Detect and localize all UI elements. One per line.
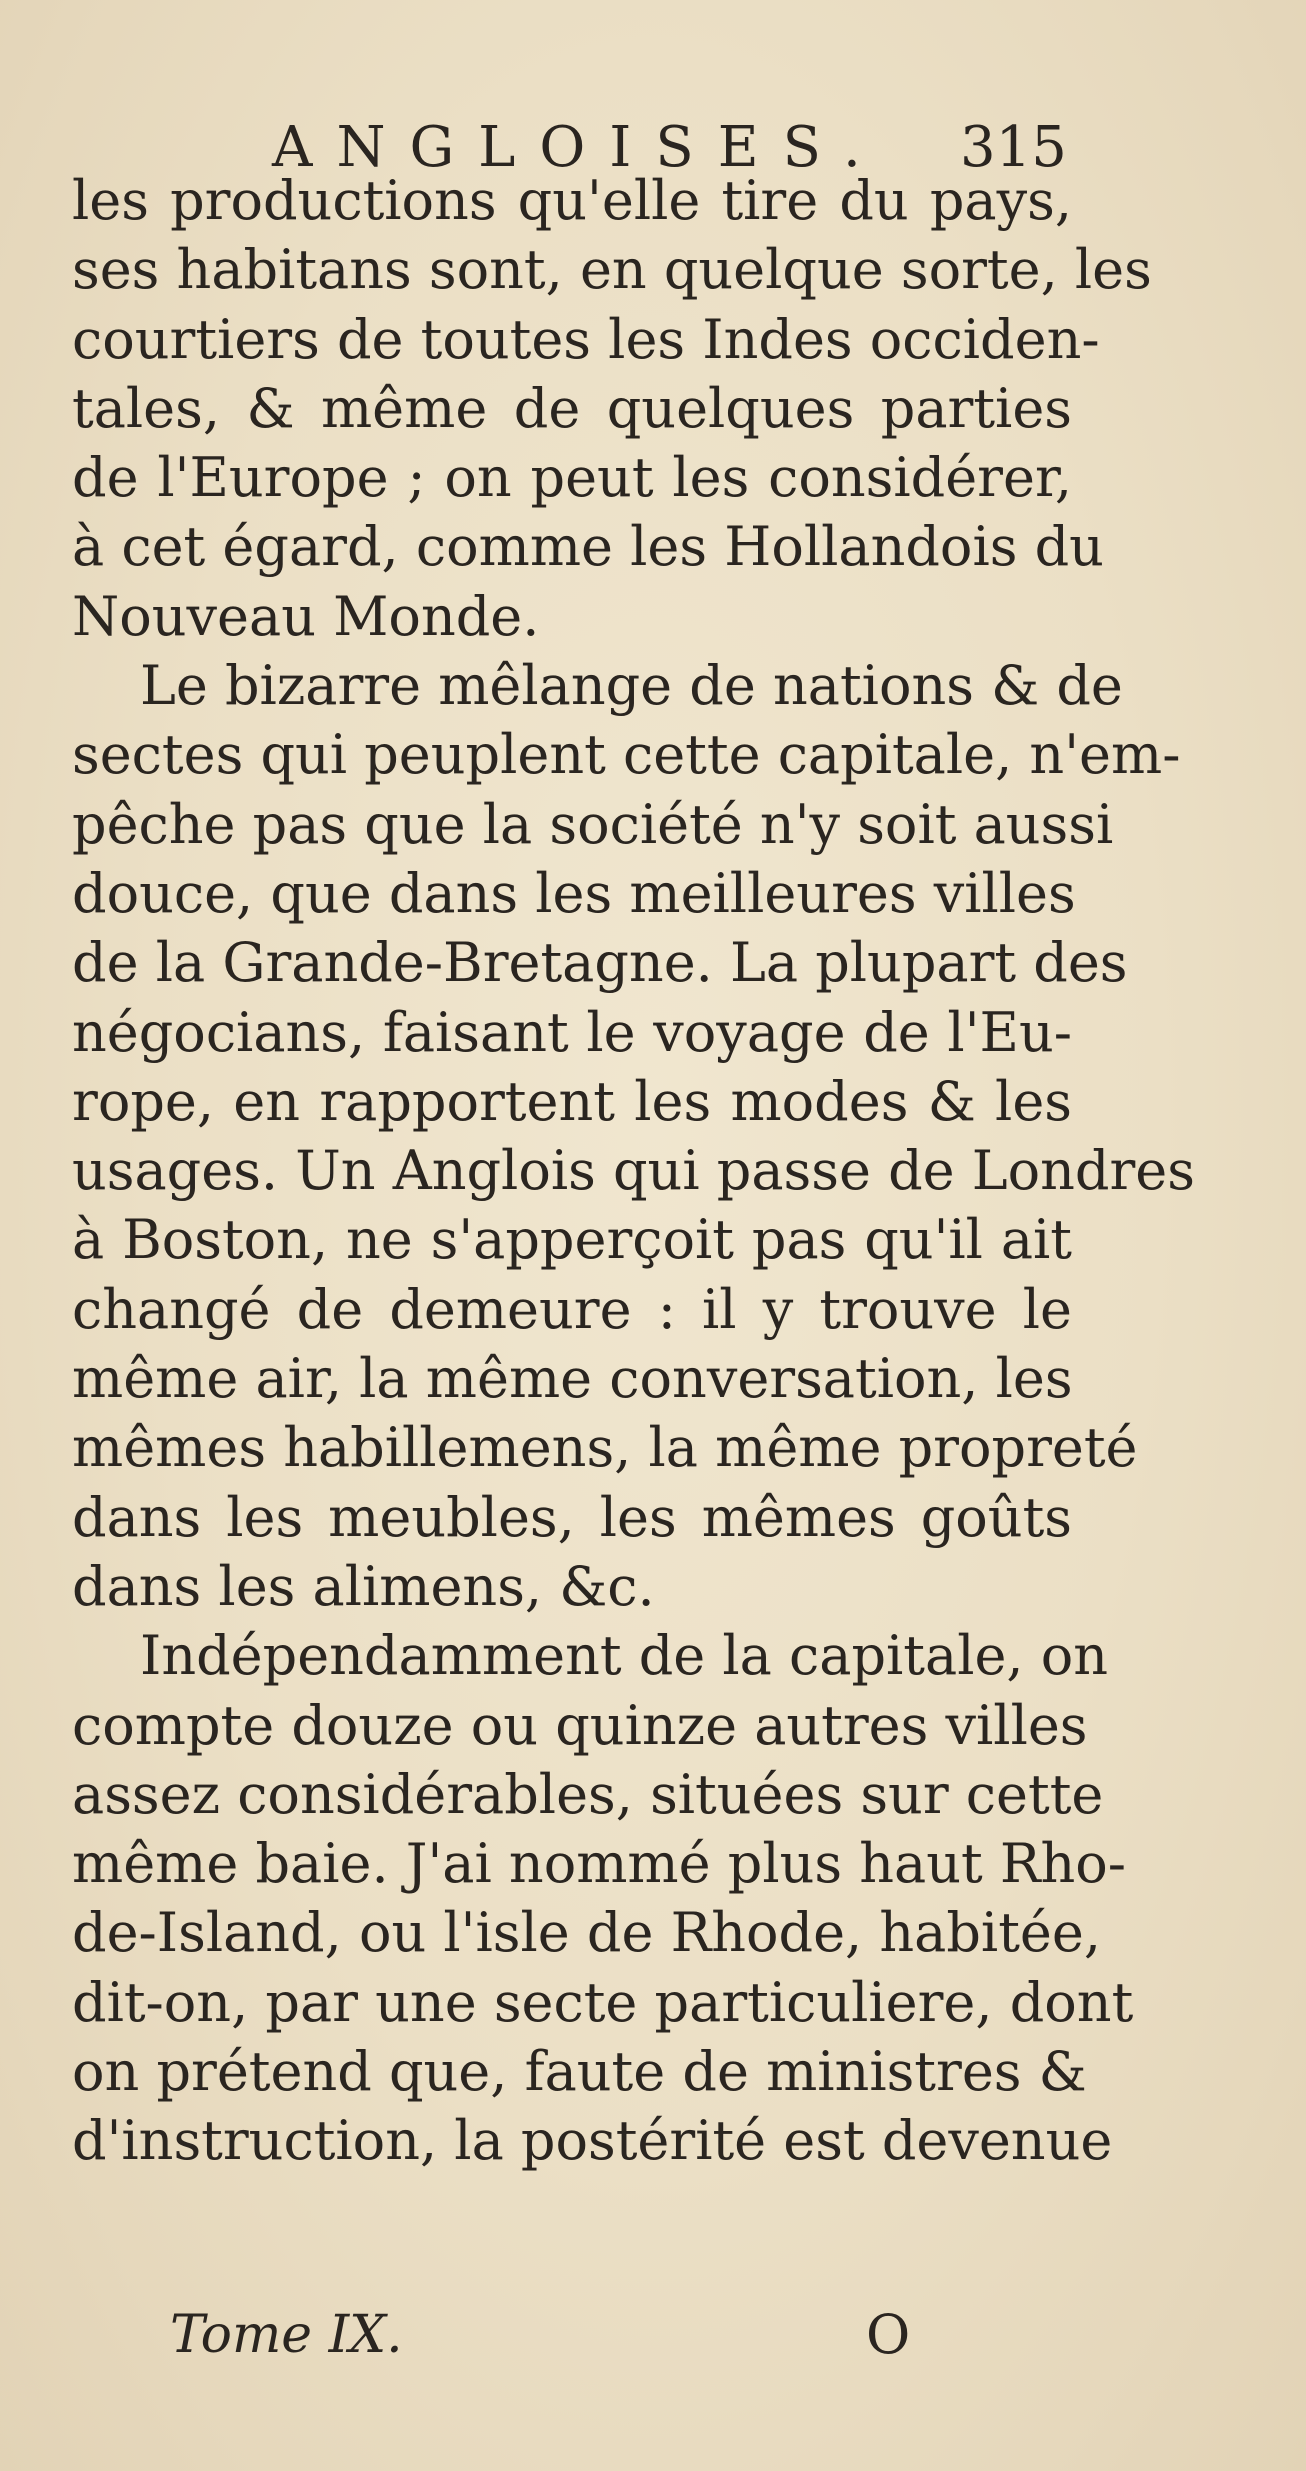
text-line: les productions qu'elle tire du pays,	[72, 169, 1072, 232]
running-head: ANGLOISES.	[272, 115, 885, 180]
text-line: de l'Europe ; on peut les considérer,	[72, 446, 1072, 510]
text-line: dans les alimens, &c.	[72, 1554, 655, 1618]
text-line: sectes qui peuplent cette capitale, n'em-	[72, 723, 1181, 787]
text-line: ses habitans sont, en quelque sorte, les	[72, 238, 1152, 302]
text-line: même baie. J'ai nommé plus haut Rho-	[72, 1832, 1127, 1896]
text-line: Indépendamment de la capitale, on	[140, 1624, 1109, 1688]
body-text	[72, 166, 1195, 2176]
text-line: dit-on, par une secte particuliere, dont	[72, 1970, 1134, 2034]
text-line: à cet égard, comme les Hollandois du	[72, 515, 1104, 579]
text-line: usages. Un Anglois qui passe de Londres	[72, 1139, 1195, 1203]
text-line: Nouveau Monde.	[72, 584, 540, 648]
volume-label: Tome IX.	[170, 2305, 403, 2365]
text-line: négocians, faisant le voyage de l'Eu-	[72, 1000, 1072, 1064]
page-number: 315	[960, 115, 1067, 180]
text-line: on prétend que, faute de ministres &	[72, 2040, 1087, 2104]
text-line: Le bizarre mêlange de nations & de	[140, 654, 1123, 718]
text-line: changé de demeure : il y trouve le	[72, 1277, 1072, 1341]
text-line: d'instruction, la postérité est devenue	[72, 2109, 1113, 2173]
text-line: mêmes habillemens, la même propreté	[72, 1416, 1138, 1480]
text-line: compte douze ou quinze autres villes	[72, 1693, 1088, 1757]
text-line: assez considérables, situées sur cette	[72, 1762, 1104, 1826]
text-line: tales, & même de quelques parties	[72, 376, 1072, 440]
text-line: dans les meubles, les mêmes goûts	[72, 1485, 1072, 1549]
text-line: de la Grande-Bretagne. La plupart des	[72, 931, 1128, 995]
text-line: pêche pas que la société n'y soit aussi	[72, 792, 1114, 856]
text-line: de-Island, ou l'isle de Rhode, habitée,	[72, 1901, 1101, 1965]
text-line: même air, la même conversation, les	[72, 1347, 1073, 1411]
text-line: à Boston, ne s'apperçoit pas qu'il ait	[72, 1208, 1072, 1272]
text-line: douce, que dans les meilleures villes	[72, 861, 1076, 925]
signature-mark: O	[866, 2303, 911, 2366]
page-footer	[0, 2295, 1306, 2375]
text-line: rope, en rapportent les modes & les	[72, 1069, 1072, 1133]
text-line: courtiers de toutes les Indes occiden-	[72, 307, 1100, 371]
